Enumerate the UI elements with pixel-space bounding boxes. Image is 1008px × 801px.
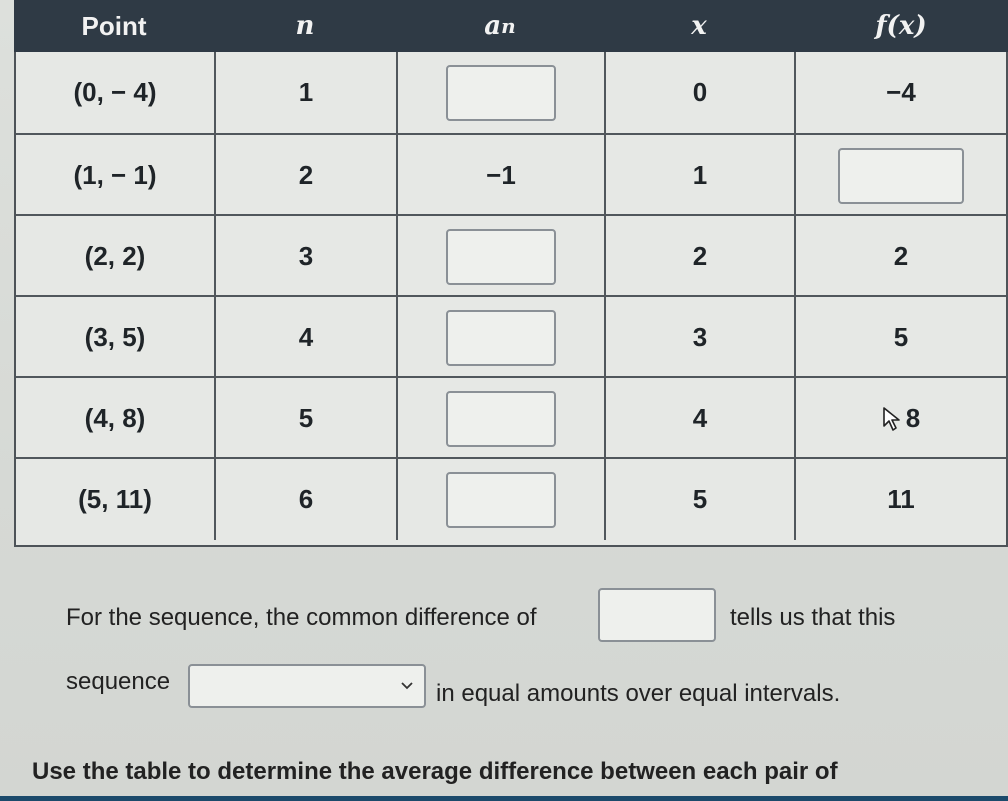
an-answer-box[interactable]	[446, 472, 556, 528]
cell-fx	[796, 378, 1006, 459]
table-row	[16, 214, 1006, 297]
header-fx: f(x)	[875, 11, 927, 41]
table-row	[16, 295, 1006, 378]
an-answer-box[interactable]	[446, 229, 556, 285]
table-body	[14, 52, 1008, 547]
cell-x: 1	[606, 135, 796, 216]
cell-n: 2	[216, 135, 398, 216]
table-header	[14, 0, 1008, 52]
cell-fx: −4	[886, 77, 916, 107]
sentence-part-4: in equal amounts over equal intervals.	[436, 680, 841, 707]
cell-fx: 11	[887, 484, 915, 514]
cell-n: 1	[216, 52, 398, 133]
header-n: n	[295, 11, 315, 41]
cell-point: (4, 8)	[16, 378, 216, 459]
instruction-text: Use the table to determine the average difference between each pair of	[32, 758, 838, 785]
cell-point: (2, 2)	[16, 216, 216, 297]
cell-x: 0	[606, 52, 796, 133]
table-row	[16, 52, 1006, 133]
cell-n: 6	[216, 459, 398, 540]
cell-n: 5	[216, 378, 398, 459]
cell-fx: 5	[893, 322, 909, 352]
sentence-part-3: sequence	[66, 668, 171, 695]
cell-fx	[796, 135, 1006, 216]
header-x: x	[691, 11, 707, 41]
cell-x: 3	[606, 297, 796, 378]
cell-point: (0, − 4)	[16, 52, 216, 133]
cell-an	[398, 52, 606, 133]
cell-an: −1	[398, 135, 606, 216]
bottom-bar	[0, 796, 1008, 801]
cell-x: 2	[606, 216, 796, 297]
cell-x: 4	[606, 378, 796, 459]
an-answer-box[interactable]	[446, 391, 556, 447]
an-answer-box[interactable]	[446, 310, 556, 366]
cell-n: 4	[216, 297, 398, 378]
cell-fx-value: 8	[905, 403, 921, 433]
cell-x: 5	[606, 459, 796, 540]
sequence-behavior-dropdown[interactable]	[188, 664, 426, 708]
sentence-part-2: tells us that this	[730, 604, 896, 631]
fx-answer-box[interactable]	[838, 148, 964, 204]
header-an-sub: n	[501, 14, 516, 38]
cell-an	[398, 216, 606, 297]
chevron-down-icon	[400, 676, 414, 697]
common-difference-input[interactable]	[598, 588, 716, 642]
header-point: Point	[81, 10, 147, 41]
cell-an	[398, 378, 606, 459]
cell-an	[398, 297, 606, 378]
cell-point: (3, 5)	[16, 297, 216, 378]
cell-fx: 2	[893, 241, 909, 271]
cursor-arrow-icon	[882, 406, 904, 432]
table-row	[16, 133, 1006, 216]
table-row	[16, 376, 1006, 459]
cell-point: (1, − 1)	[16, 135, 216, 216]
header-an	[396, 0, 604, 52]
cell-point: (5, 11)	[16, 459, 216, 540]
cell-n: 3	[216, 216, 398, 297]
table-row	[16, 457, 1006, 540]
header-an-base: a	[484, 11, 502, 41]
cell-an	[398, 459, 606, 540]
sentence-part-1: For the sequence, the common difference of	[66, 604, 537, 631]
an-answer-box[interactable]	[446, 65, 556, 121]
